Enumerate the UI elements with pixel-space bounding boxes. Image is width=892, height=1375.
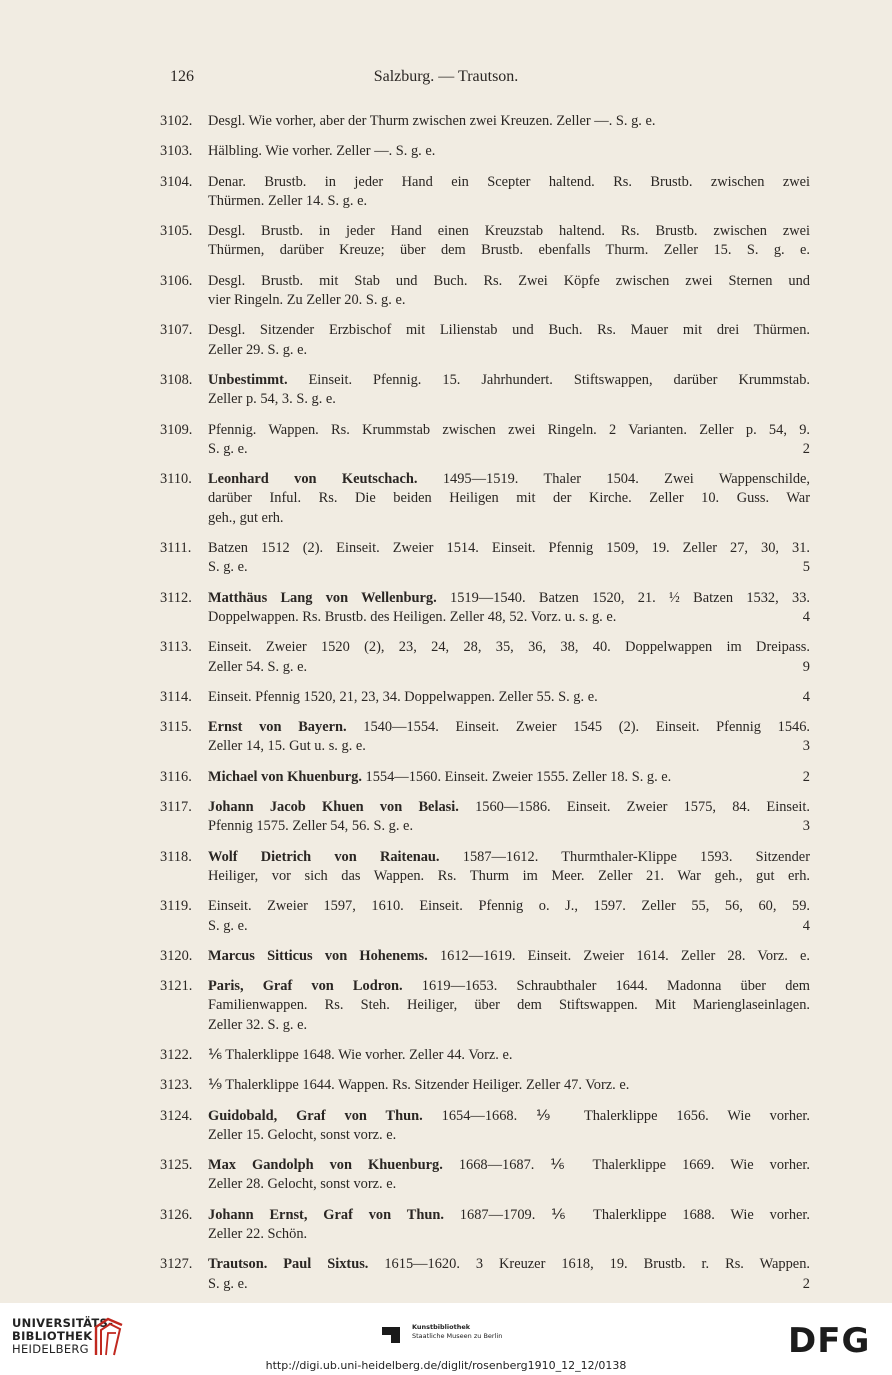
catalogue-entry: [160, 688, 810, 707]
entry-line: [208, 558, 810, 577]
page-number: 126: [170, 68, 194, 85]
catalogue-entry: [160, 638, 810, 677]
page-title: Salzburg. — Trautson.: [373, 68, 519, 85]
entry-text: Michael von Khuenburg. 1554—1560. Einseit. Zweier 1555. Zeller 18. S. g. e.: [208, 768, 672, 785]
entry-number: 3112.: [160, 589, 192, 606]
uni-line-2: BIBLIOTHEK: [12, 1329, 93, 1343]
source-url: http://digi.ub.uni-heidelberg.de/diglit/rosenberg1910_12_12/0138: [265, 1359, 627, 1372]
entry-number: 3108.: [160, 371, 193, 388]
entry-number: 3126.: [160, 1206, 193, 1223]
entry-line: Pfennig. Wappen. Rs. Krummstab zwischen zwei Ringeln. 2 Varianten. Zeller p. 54, 9.: [208, 421, 810, 438]
entry-line: Leonhard von Keutschach. 1495—1519. Thaler 1504. Zwei Wappenschilde,: [208, 471, 810, 488]
dfg-logo: DFG: [788, 1321, 871, 1361]
entry-text: Pfennig 1575. Zeller 54, 56. S. g. e.: [208, 818, 414, 835]
entry-line: Batzen 1512 (2). Einseit. Zweier 1514. Einseit. Pfennig 1509, 19. Zeller 27, 30, 31.: [208, 540, 810, 557]
entry-text: S. g. e.: [208, 559, 248, 576]
entry-number: 3121.: [160, 978, 193, 995]
entry-number: 3105.: [160, 223, 193, 240]
entry-number: 3113.: [160, 639, 192, 656]
entry-line: Trautson. Paul Sixtus. 1615—1620. 3 Kreuzer 1618, 19. Brustb. r. Rs. Wappen.: [208, 1256, 810, 1273]
entry-line: Thürmen, darüber Kreuze; über dem Brustb. ebenfalls Thurm. Zeller 15. S. g. e.: [208, 242, 810, 259]
entry-line: Johann Ernst, Graf von Thun. 1687—1709. ⅙ Thalerklippe 1688. Wie vorher.: [208, 1206, 811, 1223]
entry-line: Zeller p. 54, 3. S. g. e.: [208, 391, 336, 408]
entry-line: [208, 440, 810, 459]
entry-line: Wolf Dietrich von Raitenau. 1587—1612. Thurmthaler-Klippe 1593. Sitzender: [208, 848, 810, 865]
catalogue-entry: [160, 897, 810, 936]
catalogue-entry: [160, 1046, 810, 1065]
item-count: 4: [802, 688, 810, 705]
catalogue-entry: [160, 977, 810, 1035]
entry-number: 3110.: [160, 471, 192, 488]
item-count: 3: [802, 738, 810, 755]
catalogue-entry: [160, 272, 810, 311]
entry-line: Desgl. Brustb. in jeder Hand einen Kreuzstab haltend. Rs. Brustb. zwischen zwei: [208, 223, 810, 240]
entry-line: [208, 737, 810, 756]
entry-line: Desgl. Brustb. mit Stab und Buch. Rs. Zwei Köpfe zwischen zwei Sternen und: [208, 272, 810, 289]
item-count: 2: [802, 1275, 810, 1292]
entry-text: Doppelwappen. Rs. Brustb. des Heiligen. Zeller 48, 52. Vorz. u. s. g. e.: [208, 608, 617, 625]
entry-line: Zeller 29. S. g. e.: [208, 341, 308, 358]
entry-line: Zeller 32. S. g. e.: [208, 1016, 308, 1033]
entry-number: 3117.: [160, 799, 192, 816]
entry-line: Max Gandolph von Khuenburg. 1668—1687. ⅙ Thalerklippe 1669. Wie vorher.: [208, 1157, 810, 1174]
catalogue-entry: [160, 1156, 810, 1195]
entry-text: S. g. e.: [208, 440, 248, 457]
uni-line-1: UNIVERSITÄTS-: [12, 1316, 114, 1330]
item-count: 4: [802, 917, 810, 934]
entry-line: [208, 917, 810, 936]
entry-number: 3118.: [160, 848, 192, 865]
entry-line: geh., gut erh.: [208, 509, 284, 526]
entry-number: 3111.: [160, 540, 192, 557]
entry-line: Thürmen. Zeller 14. S. g. e.: [208, 192, 368, 209]
item-count: 9: [802, 658, 810, 675]
entry-number: 3102.: [160, 113, 193, 129]
catalogue-entry: [160, 947, 810, 966]
entry-number: 3125.: [160, 1157, 193, 1174]
catalogue-entry: [160, 470, 810, 528]
entry-line: Zeller 15. Gelocht, sonst vorz. e.: [208, 1126, 397, 1143]
entry-line: Zeller 28. Gelocht, sonst vorz. e.: [208, 1176, 397, 1193]
entry-line: Familienwappen. Rs. Steh. Heiliger, über dem Stiftswappen. Mit Marienglaseinlagen.: [208, 997, 810, 1014]
kunstbibliothek-logo-icon: [380, 1325, 402, 1345]
kb-line-2: Staatliche Museen zu Berlin: [412, 1332, 503, 1340]
catalogue-entry: [160, 798, 810, 837]
entry-line: Desgl. Wie vorher, aber der Thurm zwischen zwei Kreuzen. Zeller —. S. g. e.: [208, 113, 656, 129]
catalogue-entry: [160, 421, 810, 460]
kb-line-1: Kunstbibliothek: [412, 1323, 471, 1331]
catalogue-entry: [160, 1076, 810, 1095]
entry-number: 3115.: [160, 719, 192, 736]
digitization-footer: [0, 1303, 892, 1375]
entry-number: 3106.: [160, 272, 193, 289]
entry-number: 3103.: [160, 143, 193, 160]
university-logo-icon: [92, 1315, 126, 1359]
entry-line: Guidobald, Graf von Thun. 1654—1668. ⅑ Thalerklippe 1656. Wie vorher.: [208, 1107, 810, 1124]
item-count: 5: [802, 559, 810, 576]
catalogue-entry: [160, 222, 810, 261]
entry-number: 3107.: [160, 322, 193, 339]
entry-line: [208, 688, 810, 707]
catalogue-entry: [160, 1107, 810, 1146]
entry-number: 3122.: [160, 1046, 193, 1063]
entry-number: 3127.: [160, 1256, 193, 1273]
catalogue-entry: [160, 321, 810, 360]
entry-text: S. g. e.: [208, 1275, 248, 1292]
item-count: 2: [802, 440, 810, 457]
catalogue-entries: [160, 112, 810, 1305]
entry-line: Desgl. Sitzender Erzbischof mit Lilienstab und Buch. Rs. Mauer mit drei Thürmen.: [208, 322, 810, 339]
kunstbibliothek-label: [412, 1323, 502, 1341]
item-count: 3: [802, 818, 810, 835]
entry-text: Zeller 14, 15. Gut u. s. g. e.: [208, 738, 366, 755]
entry-line: Hälbling. Wie vorher. Zeller —. S. g. e.: [208, 143, 436, 160]
entry-line: [208, 1275, 810, 1294]
catalogue-entry: [160, 173, 810, 212]
entry-number: 3104.: [160, 173, 193, 190]
entry-line: darüber Inful. Rs. Die beiden Heiligen mit der Kirche. Zeller 10. Guss. War: [208, 490, 810, 507]
catalogue-entry: [160, 1255, 810, 1294]
entry-number: 3120.: [160, 947, 193, 964]
catalogue-entry: [160, 142, 810, 161]
catalogue-entry: [160, 848, 810, 887]
uni-line-3: HEIDELBERG: [12, 1342, 89, 1356]
entry-text: Einseit. Pfennig 1520, 21, 23, 34. Doppelwappen. Zeller 55. S. g. e.: [208, 688, 598, 705]
entry-text: S. g. e.: [208, 917, 248, 934]
catalogue-entry: [160, 718, 810, 757]
entry-line: [208, 608, 810, 627]
entry-line: Paris, Graf von Lodron. 1619—1653. Schraubthaler 1644. Madonna über dem: [208, 978, 810, 995]
entry-number: 3119.: [160, 898, 192, 915]
item-count: 4: [802, 608, 810, 625]
entry-line: ⅙ Thalerklippe 1648. Wie vorher. Zeller 44. Vorz. e.: [208, 1046, 513, 1063]
entry-text: Zeller 54. S. g. e.: [208, 658, 308, 675]
entry-number: 3109.: [160, 421, 193, 438]
entry-line: ⅑ Thalerklippe 1644. Wappen. Rs. Sitzender Heiliger. Zeller 47. Vorz. e.: [208, 1077, 630, 1094]
entry-line: Marcus Sitticus von Hohenems. 1612—1619. Einseit. Zweier 1614. Zeller 28. Vorz. e.: [208, 947, 811, 964]
entry-number: 3116.: [160, 768, 192, 785]
entry-line: Ernst von Bayern. 1540—1554. Einseit. Zweier 1545 (2). Einseit. Pfennig 1546.: [208, 719, 811, 736]
entry-number: 3124.: [160, 1107, 193, 1124]
entry-line: Heiliger, vor sich das Wappen. Rs. Thurm im Meer. Zeller 21. War geh., gut erh.: [208, 867, 810, 884]
entry-number: 3114.: [160, 688, 192, 705]
running-header: [0, 68, 892, 92]
catalogue-entry: [160, 112, 810, 131]
entry-line: Einseit. Zweier 1597, 1610. Einseit. Pfennig o. J., 1597. Zeller 55, 56, 60, 59.: [208, 898, 810, 915]
entry-line: [208, 658, 810, 677]
catalogue-entry: [160, 589, 810, 628]
entry-line: vier Ringeln. Zu Zeller 20. S. g. e.: [208, 292, 406, 309]
catalogue-entry: [160, 539, 810, 578]
entry-line: [208, 768, 810, 787]
entry-number: 3123.: [160, 1077, 193, 1094]
catalogue-entry: [160, 371, 810, 410]
catalogue-entry: [160, 1206, 810, 1245]
entry-line: [208, 817, 810, 836]
entry-line: Zeller 22. Schön.: [208, 1226, 308, 1243]
catalogue-entry: [160, 768, 810, 787]
entry-line: Einseit. Zweier 1520 (2), 23, 24, 28, 35, 36, 38, 40. Doppelwappen im Dreipass.: [208, 639, 810, 656]
entry-line: Matthäus Lang von Wellenburg. 1519—1540. Batzen 1520, 21. ½ Batzen 1532, 33.: [208, 589, 810, 606]
entry-line: Denar. Brustb. in jeder Hand ein Scepter haltend. Rs. Brustb. zwischen zwei: [208, 173, 810, 190]
item-count: 2: [802, 768, 810, 785]
entry-line: Johann Jacob Khuen von Belasi. 1560—1586. Einseit. Zweier 1575, 84. Einseit.: [208, 799, 810, 816]
entry-line: Unbestimmt. Einseit. Pfennig. 15. Jahrhundert. Stiftswappen, darüber Krummstab.: [208, 371, 810, 388]
